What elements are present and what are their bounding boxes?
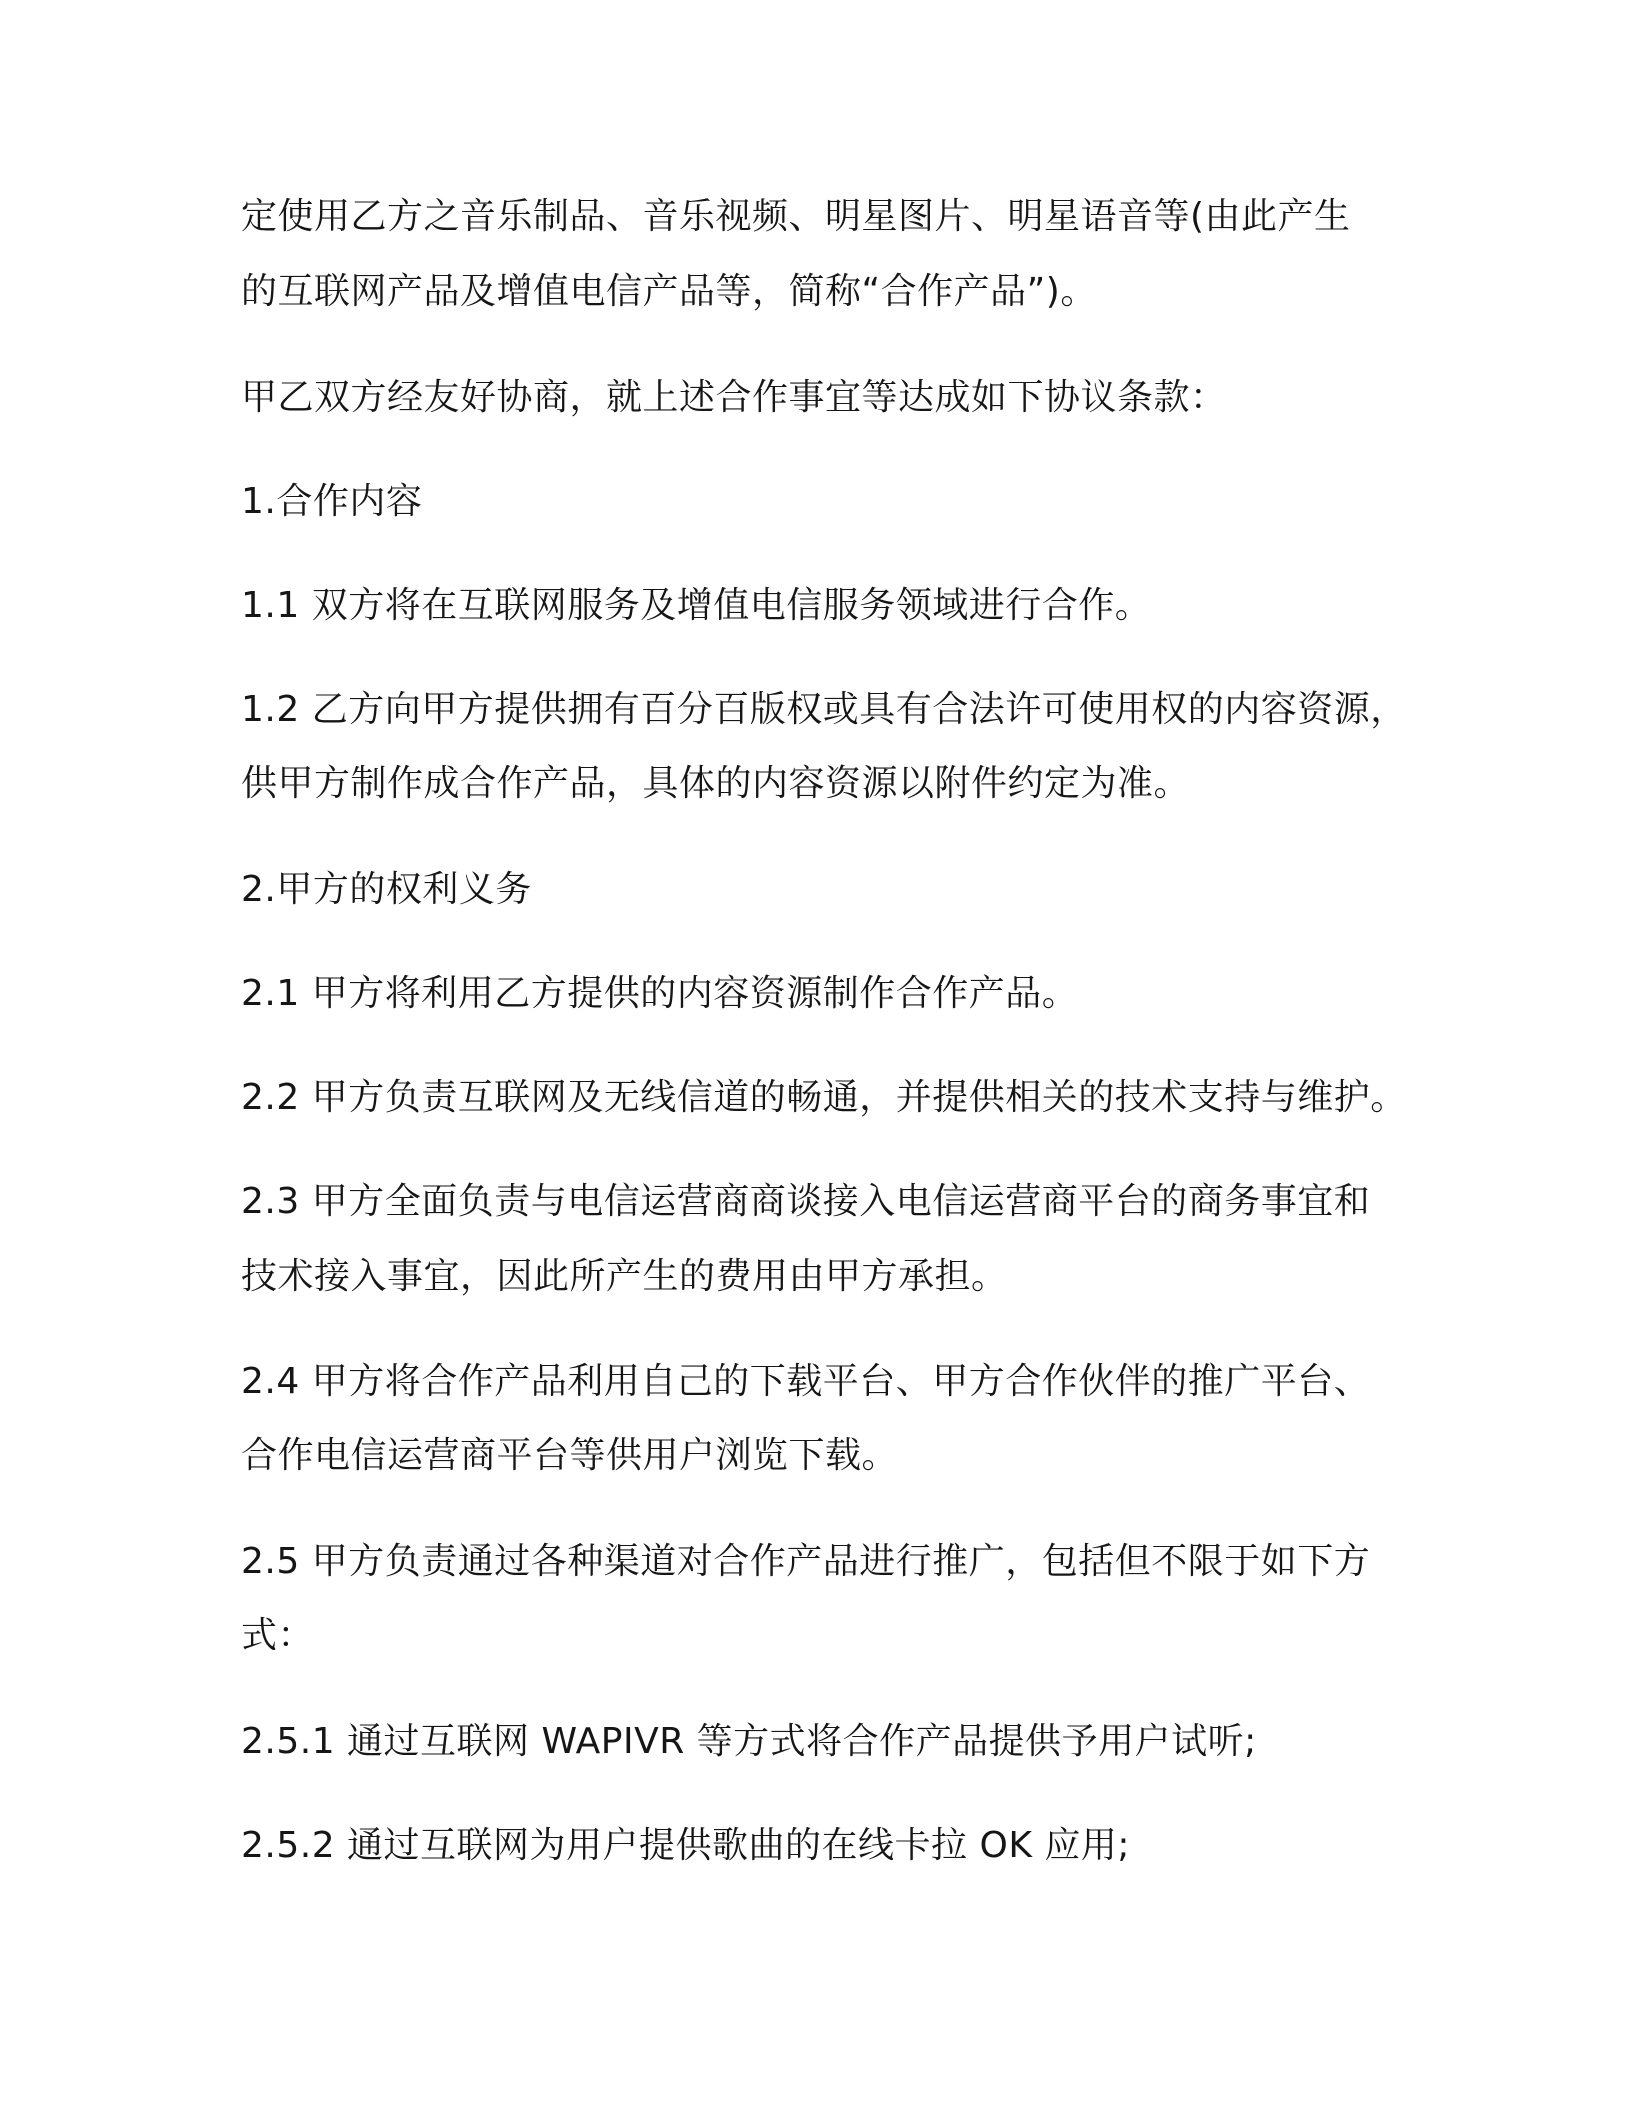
section-heading: 2.甲方的权利义务 bbox=[241, 869, 532, 910]
clause-line: 供甲方制作成合作产品，具体的内容资源以附件约定为准。 bbox=[241, 763, 1191, 804]
clause-line: 式： bbox=[241, 1615, 315, 1656]
clause-line: 2.5.2 通过互联网为用户提供歌曲的在线卡拉 OK 应用; bbox=[241, 1825, 1131, 1866]
clause-line: 1.1 双方将在互联网服务及增值电信服务领域进行合作。 bbox=[241, 585, 1152, 626]
clause-line: 技术接入事宜，因此所产生的费用由甲方承担。 bbox=[241, 1256, 1008, 1297]
paragraph-line: 甲乙双方经友好协商，就上述合作事宜等达成如下协议条款： bbox=[241, 377, 1227, 418]
clause-line: 1.2 乙方向甲方提供拥有百分百版权或具有合法许可使用权的内容资源， bbox=[241, 689, 1407, 730]
paragraph-line: 定使用乙方之音乐制品、音乐视频、明星图片、明星语音等(由此产生 bbox=[241, 196, 1351, 237]
clause-line: 2.1 甲方将利用乙方提供的内容资源制作合作产品。 bbox=[241, 973, 1079, 1014]
clause-line: 合作电信运营商平台等供用户浏览下载。 bbox=[241, 1435, 899, 1476]
section-heading: 1.合作内容 bbox=[241, 481, 423, 522]
clause-line: 2.2 甲方负责互联网及无线信道的畅通，并提供相关的技术支持与维护。 bbox=[241, 1077, 1407, 1118]
clause-line: 2.5.1 通过互联网 WAPIVR 等方式将合作产品提供予用户试听; bbox=[241, 1721, 1257, 1762]
clause-line: 2.5 甲方负责通过各种渠道对合作产品进行推广，包括但不限于如下方 bbox=[241, 1541, 1371, 1582]
clause-line: 2.4 甲方将合作产品利用自己的下载平台、甲方合作伙伴的推广平台、 bbox=[241, 1361, 1371, 1402]
clause-line: 2.3 甲方全面负责与电信运营商商谈接入电信运营商平台的商务事宜和 bbox=[241, 1181, 1371, 1222]
paragraph-line: 的互联网产品及增值电信产品等，简称“合作产品”)。 bbox=[241, 271, 1097, 312]
